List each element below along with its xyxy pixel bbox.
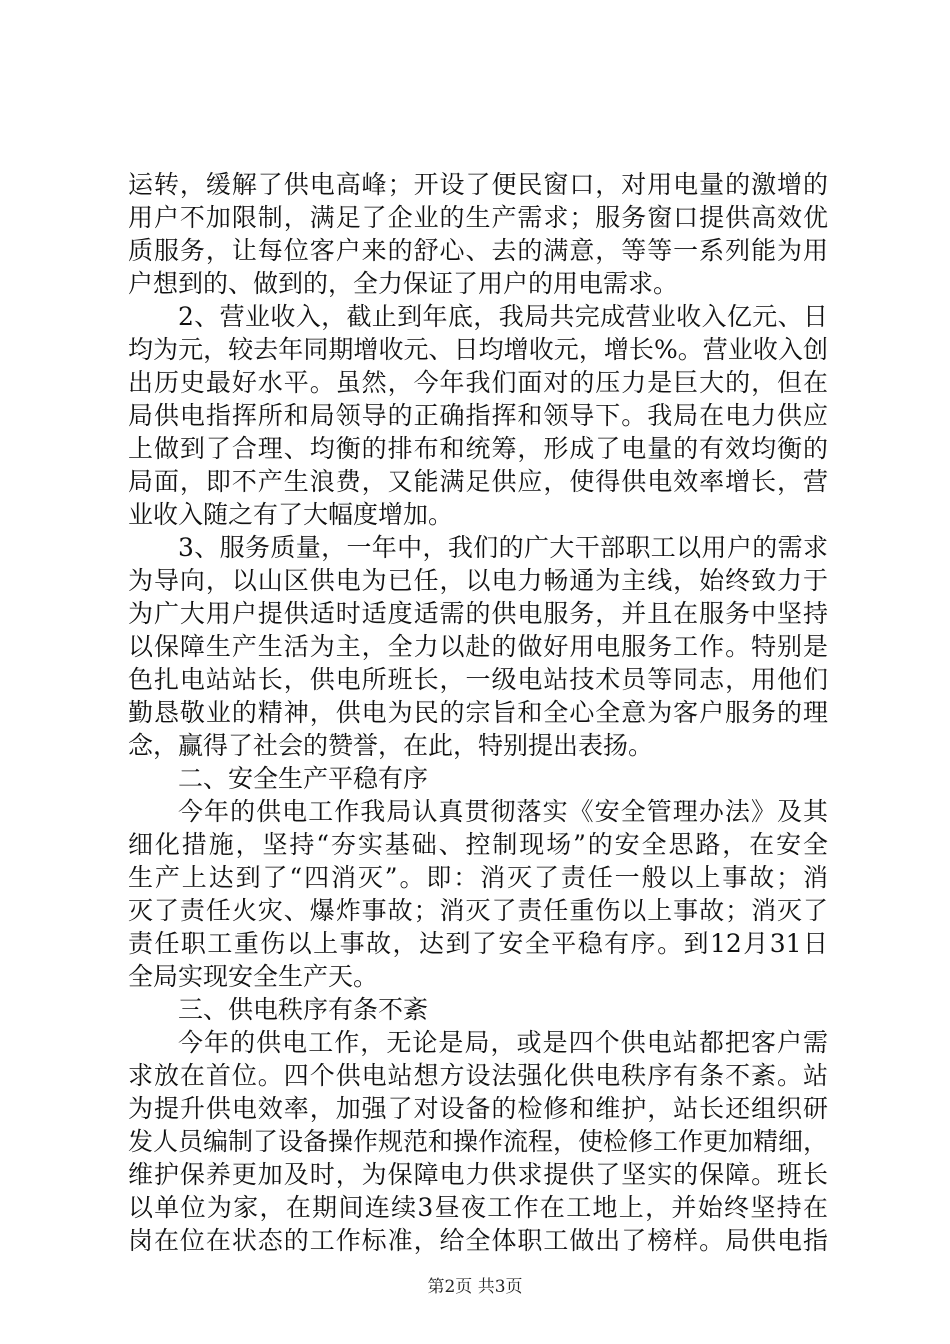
- text-line: 发人员编制了设备操作规范和操作流程，使检修工作更加精细，: [128, 1127, 829, 1156]
- text-line: 责任职工重伤以上事故，达到了安全平稳有序。到12月31日: [128, 929, 828, 958]
- text-line: 3、服务质量，一年中，我们的广大干部职工以用户的需求: [178, 533, 828, 562]
- text-line: 2、营业收入，截止到年底，我局共完成营业收入亿元、日: [178, 302, 828, 331]
- text-line: 维护保养更加及时，为保障电力供求提供了坚实的保障。班长: [128, 1160, 828, 1189]
- text-line: 念，赢得了社会的赞誉，在此，特别提出表扬。: [128, 731, 654, 760]
- text-line: 二、安全生产平稳有序: [178, 764, 429, 793]
- text-line: 出历史最好水平。虽然，今年我们面对的压力是巨大的，但在: [128, 368, 828, 397]
- text-line: 以保障生产生活为主，全力以赴的做好用电服务工作。特别是: [128, 632, 828, 661]
- text-line: 全局实现安全生产天。: [128, 962, 379, 991]
- page-number-footer: 第2页 共3页: [427, 1277, 523, 1297]
- text-line: 质服务，让每位客户来的舒心、去的满意，等等一系列能为用: [128, 236, 828, 265]
- text-line: 三、供电秩序有条不紊: [178, 995, 429, 1024]
- text-line: 细化措施，坚持“夯实基础、控制现场”的安全思路，在安全: [128, 830, 828, 859]
- text-line: 户想到的、做到的，全力保证了用户的用电需求。: [128, 269, 679, 298]
- text-line: 生产上达到了“四消灭”。即：消灭了责任一般以上事故；消: [128, 863, 828, 892]
- text-line: 今年的供电工作，无论是局，或是四个供电站都把客户需: [178, 1028, 828, 1057]
- text-line: 以单位为家，在期间连续3昼夜工作在工地上，并始终坚持在: [128, 1193, 828, 1222]
- text-line: 用户不加限制，满足了企业的生产需求；服务窗口提供高效优: [128, 203, 828, 232]
- text-line: 上做到了合理、均衡的排布和统筹，形成了电量的有效均衡的: [128, 434, 828, 463]
- text-line: 色扎电站站长，供电所班长，一级电站技术员等同志，用他们: [128, 665, 828, 694]
- text-line: 今年的供电工作我局认真贯彻落实《安全管理办法》及其: [178, 797, 828, 826]
- text-line: 运转，缓解了供电高峰；开设了便民窗口，对用电量的激增的: [128, 170, 828, 199]
- text-line: 局供电指挥所和局领导的正确指挥和领导下。我局在电力供应: [128, 401, 828, 430]
- document-body: [128, 168, 828, 1257]
- text-line: 局面，即不产生浪费，又能满足供应，使得供电效率增长，营: [128, 467, 828, 496]
- text-line: 勤恳敬业的精神，供电为民的宗旨和全心全意为客户服务的理: [128, 698, 828, 727]
- text-line: 为导向，以山区供电为已任，以电力畅通为主线，始终致力于: [128, 566, 828, 595]
- text-line: 求放在首位。四个供电站想方设法强化供电秩序有条不紊。站: [128, 1061, 828, 1090]
- text-line: 均为元，较去年同期增收元、日均增收元，增长%。营业收入创: [128, 335, 828, 364]
- text-line: 岗在位在状态的工作标准，给全体职工做出了榜样。局供电指: [128, 1226, 828, 1255]
- text-line: 灭了责任火灾、爆炸事故；消灭了责任重伤以上事故；消灭了: [128, 896, 828, 925]
- text-line: 为提升供电效率，加强了对设备的检修和维护，站长还组织研: [128, 1094, 828, 1123]
- text-line: 业收入随之有了大幅度增加。: [128, 500, 454, 529]
- text-line: 为广大用户提供适时适度适需的供电服务，并且在服务中坚持: [128, 599, 828, 628]
